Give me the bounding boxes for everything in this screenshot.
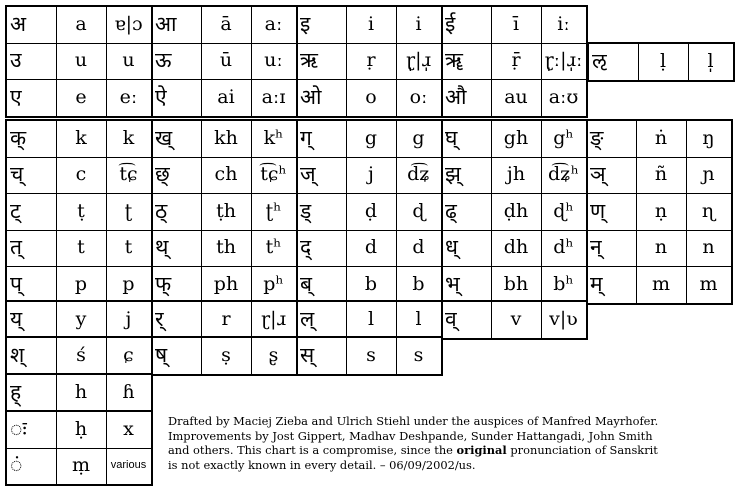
devanagari-cell: क् [10, 125, 27, 150]
row-divider [6, 79, 151, 80]
devanagari-cell: च् [10, 162, 24, 187]
devanagari-cell: म् [590, 271, 603, 296]
ipa-cell: ʈ [124, 199, 133, 222]
transliteration-cell: b [364, 272, 378, 295]
ipa-cell: ʈʰ [265, 199, 282, 222]
devanagari-cell: छ् [155, 162, 170, 187]
row-divider [6, 230, 151, 231]
ipa-cell: d [412, 236, 425, 259]
row-divider [586, 266, 731, 267]
transliteration-cell: k [75, 126, 87, 149]
row-divider [586, 193, 731, 194]
devanagari-cell: व् [445, 306, 457, 331]
transliteration-cell: a [75, 12, 87, 35]
devanagari-cell: थ् [155, 235, 169, 260]
ipa-cell: i [415, 12, 422, 35]
row-divider [441, 43, 586, 44]
ipa-cell: gʰ [553, 126, 574, 149]
devanagari-cell: घ् [445, 125, 458, 150]
transliteration-cell: i [367, 12, 375, 35]
transliteration-cell: ḍ [364, 199, 378, 222]
transliteration-cell: gh [503, 126, 529, 149]
devanagari-cell: ओ [300, 84, 322, 109]
transliteration-cell: bh [503, 272, 529, 295]
devanagari-cell: झ् [445, 162, 461, 187]
ipa-cell: j [125, 307, 132, 330]
devanagari-cell: भ् [445, 271, 460, 296]
ipa-cell: aː [264, 12, 283, 35]
ipa-cell: x [123, 417, 134, 440]
devanagari-cell: ग् [300, 125, 312, 150]
transliteration-cell: ḷ [659, 49, 667, 72]
devanagari-cell: ञ् [590, 162, 606, 187]
transliteration-cell: ū [219, 49, 233, 72]
transliteration-cell: v [510, 307, 522, 330]
ipa-cell: d͡ʑ [407, 163, 430, 186]
transliteration-cell: u [74, 49, 88, 72]
footnote-line-2: Improvements by Jost Gippert, Madhav Deshpande, Sunder Hattangadi, John Smith [168, 428, 653, 443]
ipa-cell: ɽ|ɹ [260, 307, 286, 330]
row-divider [296, 266, 441, 267]
transliteration-cell: ā [220, 12, 232, 35]
transliteration-cell: ṅ [654, 126, 668, 149]
ipa-cell: ɖʰ [553, 199, 574, 222]
devanagari-cell: ढ् [445, 198, 457, 223]
transliteration-cell: d [364, 236, 378, 259]
ipa-cell: g [412, 126, 425, 149]
ipa-cell: m [699, 272, 718, 295]
row-divider [586, 157, 731, 158]
transliteration-cell: th [216, 236, 236, 259]
row-divider [296, 230, 441, 231]
transliteration-cell: c [75, 163, 87, 186]
ipa-cell: ɽ̩ː|ɹ̩ː [544, 49, 583, 72]
devanagari-cell: फ् [155, 271, 172, 296]
ipa-cell: bʰ [553, 272, 574, 295]
transliteration-cell: g [364, 126, 378, 149]
ipa-cell: t͡ɕ [119, 163, 138, 186]
devanagari-cell: इ [300, 11, 311, 36]
ipa-cell: l [415, 307, 422, 330]
ipa-cell: u [122, 49, 135, 72]
transliteration-cell: m [651, 272, 671, 295]
devanagari-cell: ं [10, 453, 23, 478]
ipa-cell: kʰ [263, 126, 284, 149]
ipa-cell: ɲ [702, 163, 715, 186]
transliteration-cell: y [75, 307, 87, 330]
ipa-cell: aːʊ [548, 85, 579, 108]
devanagari-cell: स् [300, 342, 315, 367]
row-divider [441, 79, 586, 80]
transliteration-cell: ṭ [77, 199, 85, 222]
devanagari-cell: प् [10, 271, 22, 296]
row-divider [151, 266, 296, 267]
row-divider [151, 157, 296, 158]
transliteration-cell: t [77, 236, 85, 259]
ipa-cell: d͡ʑʰ [547, 163, 580, 186]
ipa-cell: ɕ [123, 343, 134, 366]
ipa-cell: uː [264, 49, 283, 72]
devanagari-cell: य् [10, 306, 23, 331]
ipa-cell: various [110, 459, 147, 472]
ipa-cell: aːɪ [261, 85, 286, 108]
devanagari-cell: ष् [155, 342, 168, 367]
devanagari-cell: श् [10, 342, 25, 367]
devanagari-cell: ठ् [155, 198, 168, 223]
ipa-cell: ɳ [701, 199, 716, 222]
row-divider [586, 230, 731, 231]
transliteration-cell: ṝ [511, 49, 521, 72]
devanagari-cell: ण् [590, 198, 606, 223]
transliteration-cell: ī [512, 12, 520, 35]
row-divider [151, 230, 296, 231]
devanagari-cell: न् [590, 235, 602, 260]
ipa-cell: ŋ [702, 126, 715, 149]
row-divider [441, 266, 586, 267]
transliteration-cell: ṛ [366, 49, 376, 72]
ipa-cell: v|ʋ [549, 307, 578, 330]
footnote-emphasis: original [456, 443, 507, 458]
devanagari-cell: द् [300, 235, 312, 260]
row-divider [151, 193, 296, 194]
ipa-cell: k [122, 126, 135, 149]
devanagari-cell: ड् [300, 198, 312, 223]
row-divider [296, 43, 441, 44]
ipa-cell: ʂ [268, 343, 279, 366]
row-divider [296, 79, 441, 80]
transliteration-cell: ph [213, 272, 239, 295]
devanagari-cell: ह् [10, 379, 22, 404]
ipa-cell: iː [557, 12, 570, 35]
devanagari-cell: ऐ [155, 84, 167, 109]
transliteration-cell: n [654, 236, 668, 259]
ipa-cell: tʰ [265, 236, 282, 259]
ipa-cell: ɽ̩|ɹ̩ [405, 49, 431, 72]
transliteration-cell: kh [214, 126, 238, 149]
ipa-cell: eː [119, 85, 138, 108]
devanagari-cell: ऌ [592, 48, 607, 73]
transliteration-cell: ḍh [503, 199, 529, 222]
row-divider [441, 193, 586, 194]
ipa-cell: s [413, 343, 424, 366]
devanagari-cell: आ [155, 11, 177, 36]
row-divider [441, 230, 586, 231]
ipa-cell: ɦ [122, 380, 135, 403]
devanagari-cell: ऋ [300, 48, 318, 73]
ipa-cell: b [412, 272, 425, 295]
devanagari-cell: ई [445, 11, 456, 36]
transliteration-cell: ñ [654, 163, 668, 186]
transliteration-cell: l [367, 307, 375, 330]
transliteration-cell: ṇ [654, 199, 668, 222]
devanagari-cell: र् [155, 306, 164, 331]
ipa-cell: p [122, 272, 135, 295]
transliteration-cell: ṣ [221, 343, 231, 366]
ipa-cell: ɐ|ɔ [114, 12, 143, 35]
devanagari-cell: ज् [300, 162, 316, 187]
row-divider [296, 193, 441, 194]
ipa-cell: dʰ [553, 236, 574, 259]
devanagari-cell: ध् [445, 235, 458, 260]
transliteration-cell: ś [76, 343, 86, 366]
ipa-cell: t͡ɕʰ [260, 163, 287, 186]
devanagari-cell: ल् [300, 306, 315, 331]
transliteration-cell: j [368, 163, 374, 186]
row-divider [6, 266, 151, 267]
ipa-cell: n [702, 236, 715, 259]
row-divider [296, 157, 441, 158]
devanagari-cell: ख् [155, 125, 173, 150]
row-divider [441, 157, 586, 158]
devanagari-cell: ऊ [155, 48, 172, 73]
footnote-line-3 [168, 443, 728, 458]
row-divider [151, 43, 296, 44]
devanagari-cell: ए [10, 84, 22, 109]
transliteration-cell: au [504, 85, 528, 108]
transliteration-cell: ḥ [74, 417, 88, 440]
devanagari-cell: उ [10, 48, 22, 73]
transliteration-cell: e [75, 85, 87, 108]
ipa-cell: l̩ [707, 49, 714, 72]
chart-footnote [168, 414, 728, 472]
transliteration-cell: o [365, 85, 377, 108]
transliteration-cell: jh [506, 163, 526, 186]
row-divider [6, 157, 151, 158]
transliteration-cell: ch [214, 163, 238, 186]
footnote-line-1: Drafted by Maciej Zieba and Ulrich Stiehl under the auspices of Manfred Mayrhofer. [168, 414, 659, 428]
ipa-cell: t [124, 236, 133, 259]
transliteration-cell: dh [503, 236, 529, 259]
transliteration-cell: r [221, 307, 231, 330]
footnote-text-a: and others. This chart is a compromise, since the [168, 443, 457, 458]
row-divider [6, 448, 151, 449]
transliteration-cell: ṃ [71, 454, 91, 477]
ipa-cell: oː [409, 85, 428, 108]
ipa-cell: pʰ [263, 272, 284, 295]
devanagari-cell: औ [445, 84, 467, 109]
devanagari-cell: ट् [10, 198, 21, 223]
transliteration-cell: ai [217, 85, 235, 108]
devanagari-cell: ब् [300, 271, 312, 296]
row-divider [151, 79, 296, 80]
transliteration-cell: p [74, 272, 88, 295]
ipa-cell: ɖ [412, 199, 425, 222]
footnote-text-b: pronunciation of Sanskrit [506, 443, 658, 458]
devanagari-cell: ङ् [590, 125, 604, 150]
devanagari-cell: ॠ [445, 48, 463, 73]
row-divider [6, 43, 151, 44]
footnote-line-4: is not exactly known in every detail. – 06/09/2002/us. [168, 457, 476, 472]
devanagari-cell: अ [10, 11, 27, 36]
row-divider [6, 193, 151, 194]
transliteration-cell: ṭh [216, 199, 236, 222]
transliteration-cell: s [366, 343, 376, 366]
transliteration-cell: h [74, 380, 88, 403]
devanagari-cell: ः [10, 416, 27, 441]
devanagari-cell: त् [10, 235, 22, 260]
